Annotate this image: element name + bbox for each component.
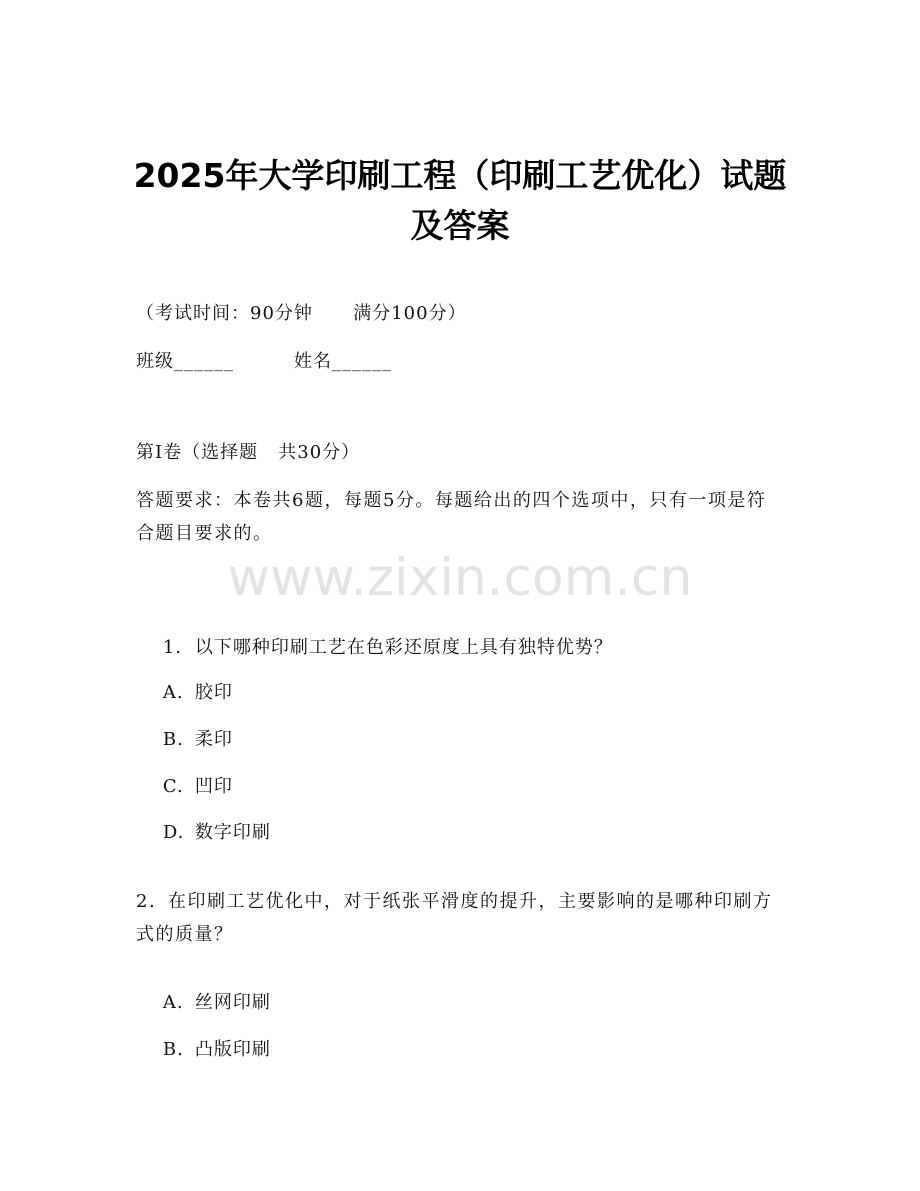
option-d xyxy=(136,797,271,869)
watermark: www.zixin.com.cn xyxy=(227,548,693,608)
name-field: 姓名______ xyxy=(294,351,392,372)
option-label: A. xyxy=(162,682,184,703)
exam-info: （考试时间：90分钟 满分100分） xyxy=(136,303,467,324)
page-title-line2: 及答案 xyxy=(410,206,510,245)
class-field: 班级______ xyxy=(136,351,234,372)
option-text: 柔印 xyxy=(194,729,233,750)
option-text: 丝网印刷 xyxy=(194,992,271,1013)
page-title-line1: 2025年大学印刷工程（印刷工艺优化）试题 xyxy=(133,156,787,195)
section-heading: 第Ⅰ卷（选择题 共30分） xyxy=(136,442,361,463)
question-text: 以下哪种印刷工艺在色彩还原度上具有独特优势？ xyxy=(194,637,613,658)
option-label: B. xyxy=(162,729,184,750)
instructions: 答题要求：本卷共6题，每题5分。每题给出的四个选项中，只有一项是符合题目要求的。 xyxy=(136,490,767,544)
option-label: B. xyxy=(162,1039,184,1060)
question-text: 在印刷工艺优化中，对于纸张平滑度的提升，主要影响的是哪种印刷方式的质量？ xyxy=(136,891,773,945)
option-label: A. xyxy=(162,992,184,1013)
option-text: 胶印 xyxy=(194,682,233,703)
question-number: 1. xyxy=(162,637,183,658)
option-text: 凹印 xyxy=(194,776,233,797)
option-text: 凸版印刷 xyxy=(194,1039,271,1060)
option-text: 数字印刷 xyxy=(194,822,271,843)
option-label: D. xyxy=(162,822,185,843)
question-2 xyxy=(136,885,776,951)
option-b xyxy=(136,1014,271,1086)
option-label: C. xyxy=(162,776,184,797)
question-number: 2. xyxy=(136,891,157,912)
